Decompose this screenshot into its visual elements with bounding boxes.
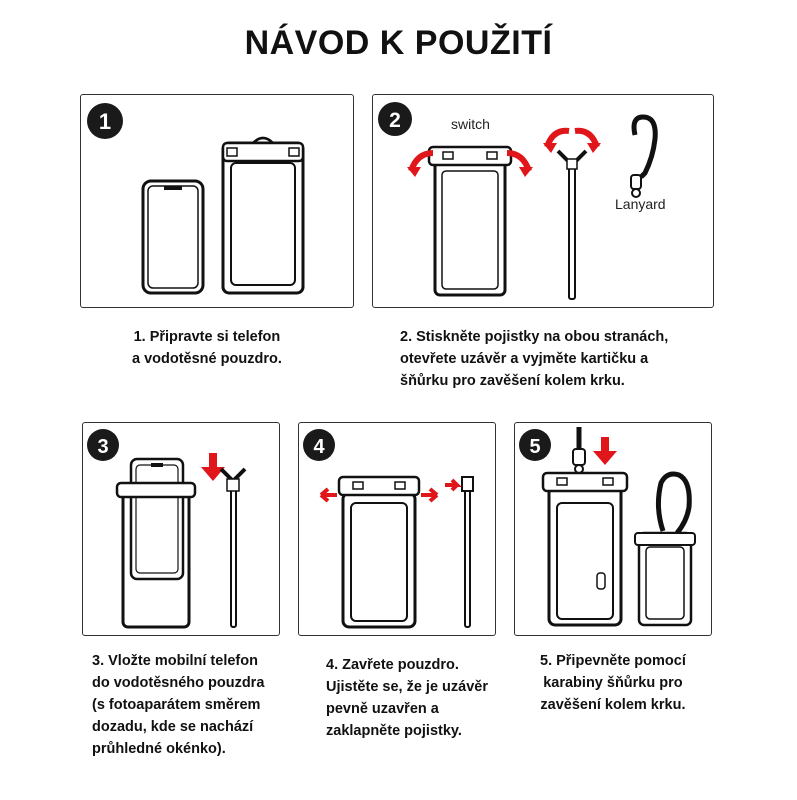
waterproof-pouch-icon [223, 138, 303, 293]
step-3-caption-line: do vodotěsného pouzdra [92, 675, 265, 691]
switch-label: switch [451, 116, 490, 132]
closure-clip-icon [543, 131, 601, 299]
step-1-caption-line: a vodotěsné pouzdro. [132, 351, 282, 367]
step-4-caption-line: Ujistěte se, že je uzávěr [326, 679, 488, 695]
step-5-illustration [515, 423, 711, 635]
step-2-caption-line: otevřete uzávěr a vyjměte kartičku a [400, 351, 649, 367]
step-1-panel [80, 94, 354, 308]
down-arrow-icon [593, 437, 617, 465]
lanyard-label: Lanyard [615, 196, 666, 212]
step-number-badge-4 [303, 429, 335, 461]
step-1-illustration [81, 95, 353, 307]
step-4-illustration [299, 423, 495, 635]
down-arrow-icon [201, 453, 225, 481]
svg-text:1: 1 [98, 109, 112, 134]
svg-text:4: 4 [313, 436, 325, 458]
closure-clip-icon [445, 477, 473, 627]
step-2-illustration [373, 95, 713, 307]
step-5-caption [540, 650, 686, 716]
step-4-caption-line: pevně uzavřen a [326, 701, 439, 717]
step-3-caption-line: dozadu, kde se nachází [92, 719, 254, 735]
step-2-caption-line: 2. Stiskněte pojistky na obou stranách, [400, 329, 669, 345]
step-3-caption-line: průhledné okénko). [92, 741, 226, 757]
step-2-caption-line: šňůrku pro zavěšení kolem krku. [400, 373, 625, 389]
smartphone-icon [143, 181, 203, 293]
step-4-caption-line: zaklapněte pojistky. [326, 723, 462, 739]
svg-text:5: 5 [529, 436, 541, 458]
step-5-caption-line: karabiny šňůrku pro [543, 675, 683, 691]
step-2-panel [372, 94, 714, 308]
step-3-panel [82, 422, 280, 636]
step-2-caption [400, 326, 668, 392]
step-3-caption-line: (s fotoaparátem směrem [92, 697, 261, 713]
closure-clip-icon [221, 469, 245, 627]
step-number-badge-2 [378, 102, 412, 136]
open-pouch-icon [407, 147, 533, 295]
step-1-caption [132, 326, 282, 370]
hanging-pouch-icon [635, 474, 695, 625]
step-number-badge-3 [87, 429, 119, 461]
carabiner-icon [573, 427, 585, 473]
pouch-with-phone-icon [543, 473, 627, 625]
step-5-caption-line: 5. Připevněte pomocí [540, 653, 686, 669]
step-5-caption-line: zavěšení kolem krku. [540, 697, 686, 713]
step-4-panel [298, 422, 496, 636]
step-1-caption-line: 1. Připravte si telefon [133, 329, 281, 345]
svg-text:3: 3 [97, 436, 109, 458]
insert-phone-icon [117, 459, 195, 627]
step-4-caption [326, 654, 488, 742]
step-5-panel [514, 422, 712, 636]
step-3-caption-line: 3. Vložte mobilní telefon [92, 653, 258, 669]
step-4-caption-line: 4. Zavřete pouzdro. [326, 657, 459, 673]
step-3-caption [92, 650, 264, 760]
closed-pouch-icon [321, 477, 437, 627]
step-3-illustration [83, 423, 279, 635]
page-title: NÁVOD K POUŽITÍ [244, 24, 553, 62]
step-number-badge-5 [519, 429, 551, 461]
svg-text:2: 2 [389, 109, 401, 132]
step-number-badge-1 [87, 103, 123, 139]
lanyard-icon [631, 117, 655, 197]
